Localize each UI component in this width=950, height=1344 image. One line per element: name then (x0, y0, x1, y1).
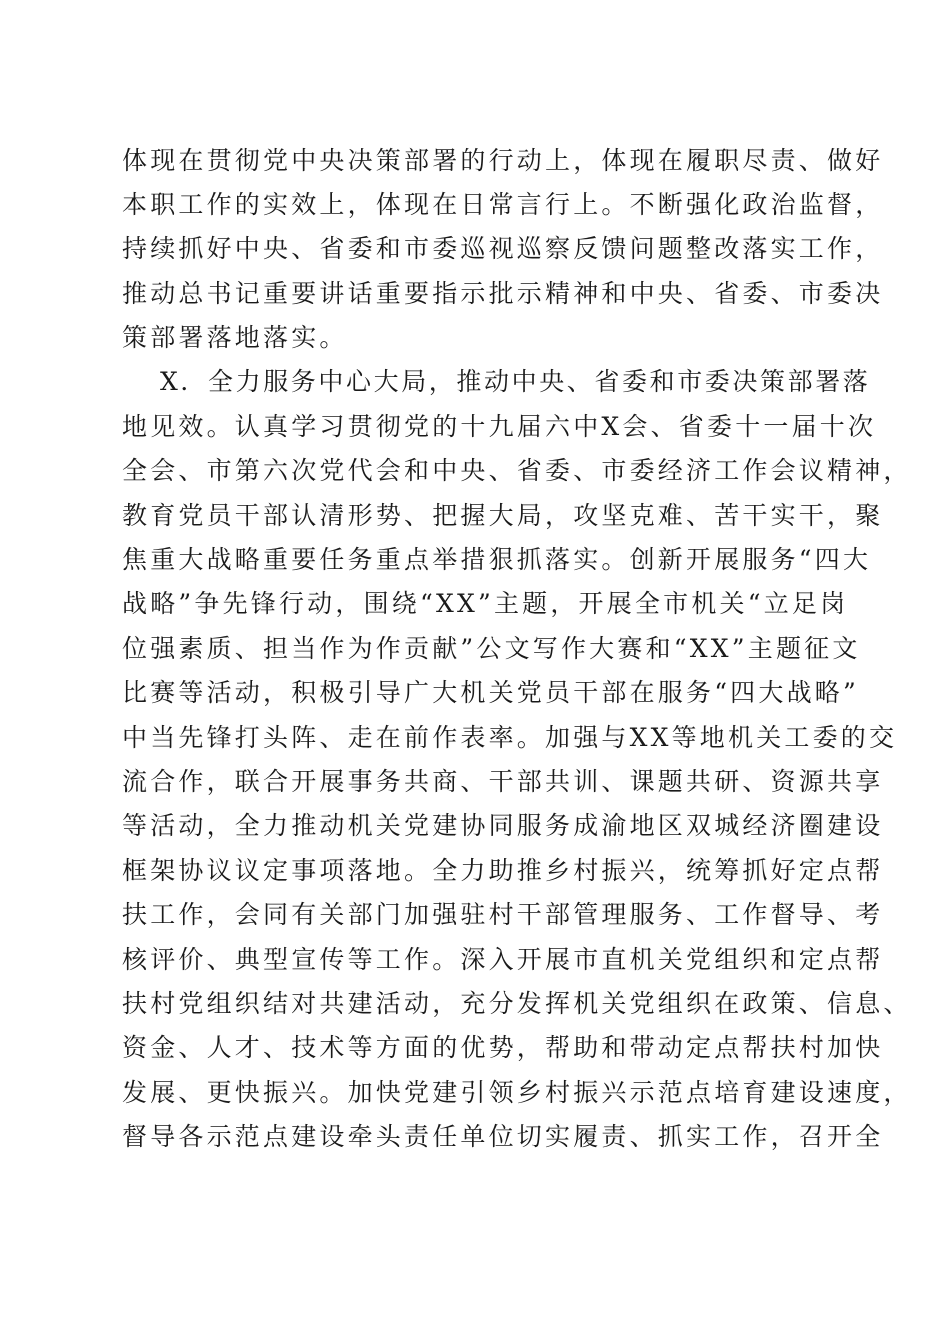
text-line: 等活动，全力推动机关党建协同服务成渝地区双城经济圈建设 (122, 811, 884, 840)
text-line: 资金、人才、技术等方面的优势，帮助和带动定点帮扶村加快 (122, 1033, 884, 1062)
text-line: 框架协议议定事项落地。全力助推乡村振兴，统筹抓好定点帮 (122, 856, 884, 885)
text-line: 位强素质、担当作为作贡献”公文写作大赛和“XX”主题征文 (122, 634, 861, 663)
text-line: 战略”争先锋行动，围绕“XX”主题，开展全市机关“立足岗 (122, 589, 849, 618)
text-line: 扶工作，会同有关部门加强驻村干部管理服务、工作督导、考 (122, 900, 884, 929)
text-line: 地见效。认真学习贯彻党的十九届六中X会、省委十一届十次 (122, 412, 877, 441)
text-line: 流合作，联合开展事务共商、干部共训、课题共研、资源共享 (122, 767, 884, 796)
text-line: 持续抓好中央、省委和市委巡视巡察反馈问题整改落实工作， (122, 234, 884, 263)
text-line: 中当先锋打头阵、走在前作表率。加强与XX等地机关工委的交 (122, 723, 898, 752)
text-line: 核评价、典型宣传等工作。深入开展市直机关党组织和定点帮 (122, 945, 884, 974)
text-line: 推动总书记重要讲话重要指示批示精神和中央、省委、市委决 (122, 279, 884, 308)
text-line: 比赛等活动，积极引导广大机关党员干部在服务“四大战略” (122, 678, 859, 707)
text-line: 发展、更快振兴。加快党建引领乡村振兴示范点培育建设速度， (122, 1078, 912, 1107)
text-line: 扶村党组织结对共建活动，充分发挥机关党组织在政策、信息、 (122, 989, 912, 1018)
text-line: 全会、市第六次党代会和中央、省委、市委经济工作会议精神， (122, 456, 912, 485)
paragraph-first-line: X．全力服务中心大局，推动中央、省委和市委决策部署落 (160, 367, 871, 396)
text-line: 体现在贯彻党中央决策部署的行动上，体现在履职尽责、做好 (122, 146, 884, 175)
text-line: 教育党员干部认清形势、把握大局，攻坚克难、苦干实干，聚 (122, 501, 884, 530)
text-line: 督导各示范点建设牵头责任单位切实履责、抓实工作，召开全 (122, 1122, 884, 1151)
text-line: 本职工作的实效上，体现在日常言行上。不断强化政治监督， (122, 190, 884, 219)
text-line: 策部署落地落实。 (122, 323, 348, 352)
text-line: 焦重大战略重要任务重点举措狠抓落实。创新开展服务“四大 (122, 545, 872, 574)
